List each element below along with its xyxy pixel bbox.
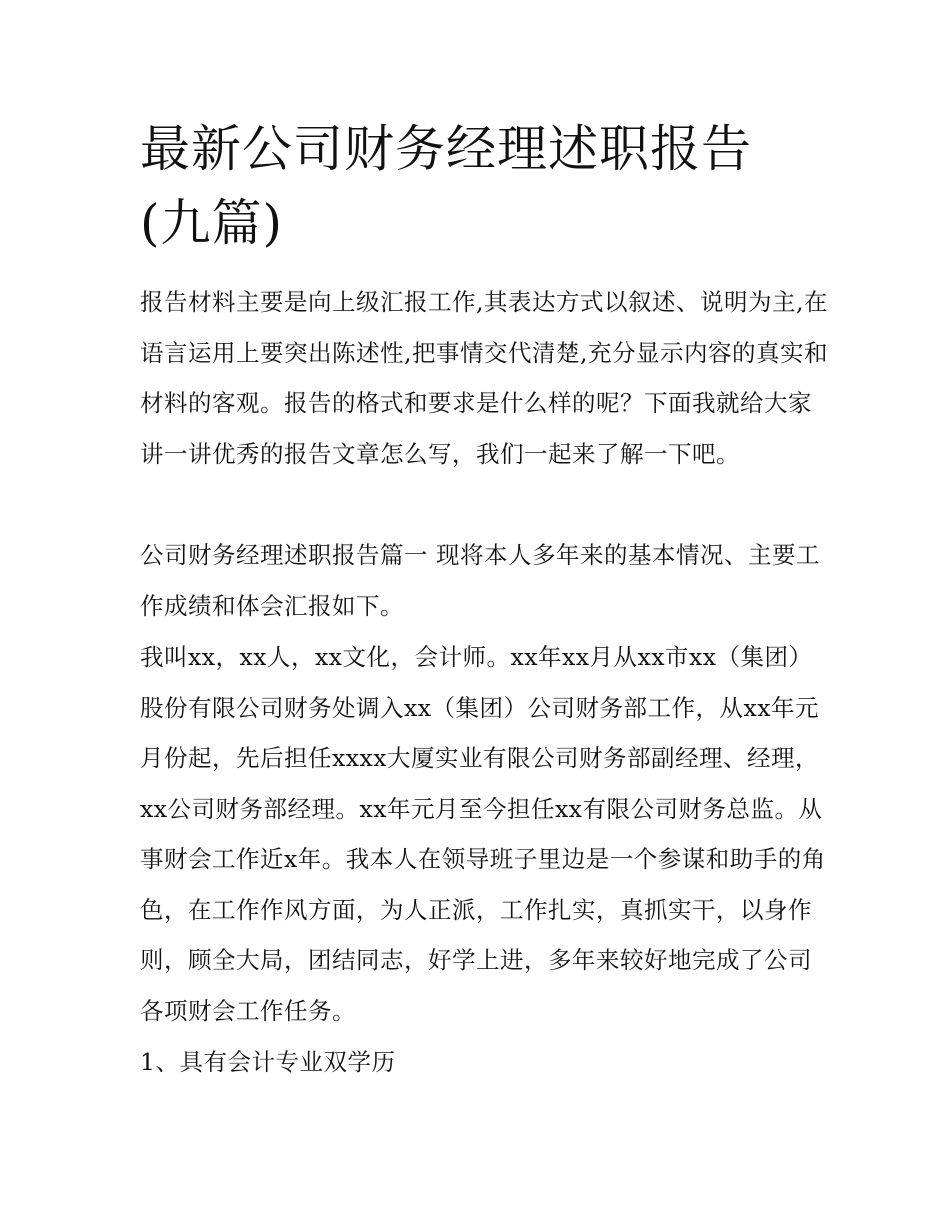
personal-info-paragraph: 我叫xx，xx人，xx文化，会计师。xx年xx月从xx市xx（集团）股份有限公司财务处调入xx（集团）公司财务部工作，从xx年元月份起，先后担任xxxx大厦实业有限公司财务部副经理、经理，xx公司财务部经理。xx年元月至今担任xx有限公司财务总监。从事财会工作近x年。我本人在领导班子里边是一个参谋和助手的角色，在工作作风方面，为人正派，工作扎实，真抓实干，以身作则，顾全大局，团结同志，好学上进，多年来较好地完成了公司各项财会工作任务。: [140, 643, 826, 1025]
list-item-1: 1、具有会计专业双学历: [140, 1048, 396, 1076]
document-title: 最新公司财务经理述职报告(九篇): [140, 120, 752, 252]
report-heading-paragraph: 公司财务经理述职报告篇一 现将本人多年来的基本情况、主要工作成绩和体会汇报如下。: [140, 541, 820, 620]
intro-paragraph: 报告材料主要是向上级汇报工作,其表达方式以叙述、说明为主,在语言运用上要突出陈述性,把事情交代清楚,充分显示内容的真实和材料的客观。报告的格式和要求是什么样的呢？下面我就给大家讲一讲优秀的报告文章怎么写，我们一起来了解一下吧。: [140, 288, 828, 468]
